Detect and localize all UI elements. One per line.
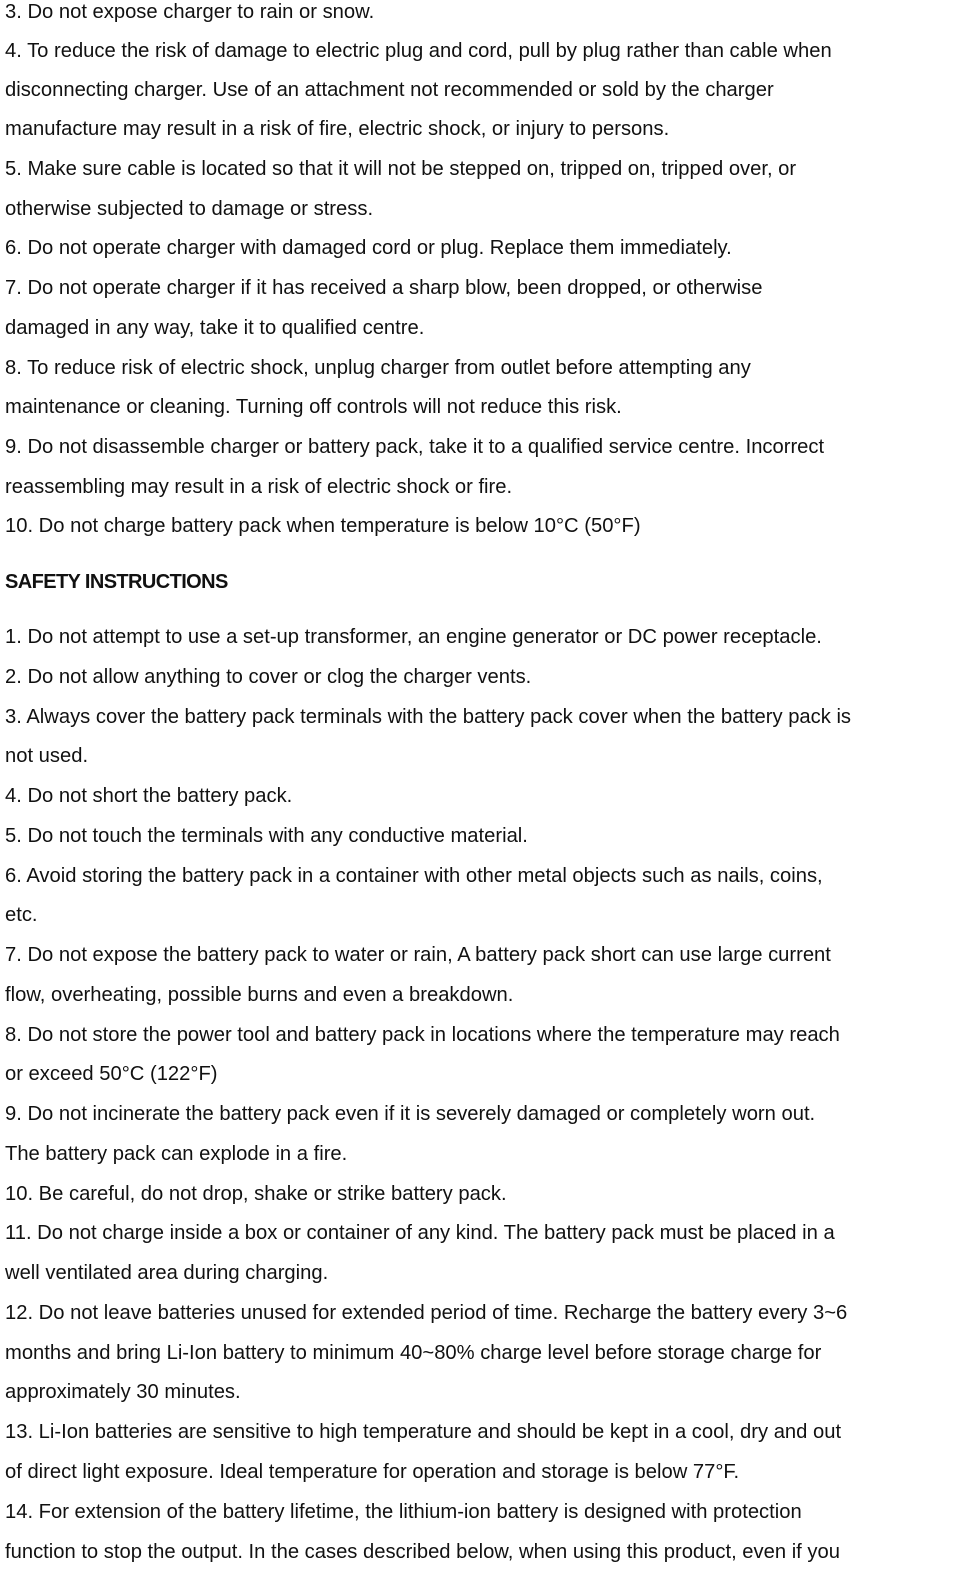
text-line: reassembling may result in a risk of electric shock or fire. xyxy=(5,476,513,498)
text-line: manufacture may result in a risk of fire, electric shock, or injury to persons. xyxy=(5,118,670,140)
text-line: 11. Do not charge inside a box or container of any kind. The battery pack must be placed in a xyxy=(5,1222,835,1244)
text-line: 13. Li-Ion batteries are sensitive to high temperature and should be kept in a cool, dry and out xyxy=(5,1421,842,1443)
text-line: 10. Do not charge battery pack when temperature is below 10°C (50°F) xyxy=(5,515,641,537)
text-line: 4. To reduce the risk of damage to electric plug and cord, pull by plug rather than cable when xyxy=(5,40,832,62)
text-line: disconnecting charger. Use of an attachment not recommended or sold by the charger xyxy=(5,79,774,101)
text-line: 2. Do not allow anything to cover or clog the charger vents. xyxy=(5,666,532,688)
text-line: flow, overheating, possible burns and even a breakdown. xyxy=(5,984,514,1006)
text-line: or exceed 50°C (122°F) xyxy=(5,1063,218,1085)
text-line: approximately 30 minutes. xyxy=(5,1381,241,1403)
text-line: 3. Always cover the battery pack terminals with the battery pack cover when the battery pack is xyxy=(5,706,852,728)
text-line: 8. To reduce risk of electric shock, unplug charger from outlet before attempting any xyxy=(5,357,751,379)
text-line: etc. xyxy=(5,904,38,926)
text-line: 5. Do not touch the terminals with any conductive material. xyxy=(5,825,528,847)
text-line: 7. Do not operate charger if it has received a sharp blow, been dropped, or otherwise xyxy=(5,277,763,299)
text-line: The battery pack can explode in a fire. xyxy=(5,1143,348,1165)
text-line: otherwise subjected to damage or stress. xyxy=(5,198,374,220)
text-line: 9. Do not disassemble charger or battery pack, take it to a qualified service centre. Incorrect xyxy=(5,436,825,458)
text-line: 6. Avoid storing the battery pack in a container with other metal objects such as nails, coins, xyxy=(5,865,823,887)
text-line: 6. Do not operate charger with damaged cord or plug. Replace them immediately. xyxy=(5,237,732,259)
text-line: not used. xyxy=(5,745,89,767)
text-line: months and bring Li-Ion battery to minimum 40~80% charge level before storage charge for xyxy=(5,1342,822,1364)
text-line: 5. Make sure cable is located so that it will not be stepped on, tripped on, tripped over, or xyxy=(5,158,797,180)
text-line: 3. Do not expose charger to rain or snow. xyxy=(5,1,375,23)
text-line: 7. Do not expose the battery pack to water or rain, A battery pack short can use large current xyxy=(5,944,831,966)
text-line: 12. Do not leave batteries unused for extended period of time. Recharge the battery every 3~6 xyxy=(5,1302,848,1324)
text-line: function to stop the output. In the cases described below, when using this product, even if you xyxy=(5,1541,840,1563)
text-line: 10. Be careful, do not drop, shake or strike battery pack. xyxy=(5,1183,507,1205)
text-line: 1. Do not attempt to use a set-up transformer, an engine generator or DC power receptacle. xyxy=(5,626,822,648)
text-line: maintenance or cleaning. Turning off controls will not reduce this risk. xyxy=(5,396,622,418)
section-heading: SAFETY INSTRUCTIONS xyxy=(5,571,228,593)
text-line: of direct light exposure. Ideal temperature for operation and storage is below 77°F. xyxy=(5,1461,740,1483)
text-line: damaged in any way, take it to qualified centre. xyxy=(5,317,425,339)
text-line: 8. Do not store the power tool and battery pack in locations where the temperature may reach xyxy=(5,1024,840,1046)
text-line: 9. Do not incinerate the battery pack even if it is severely damaged or completely worn out. xyxy=(5,1103,816,1125)
text-line: 14. For extension of the battery lifetime, the lithium-ion battery is designed with protection xyxy=(5,1501,802,1523)
text-line: 4. Do not short the battery pack. xyxy=(5,785,293,807)
text-line: well ventilated area during charging. xyxy=(5,1262,329,1284)
